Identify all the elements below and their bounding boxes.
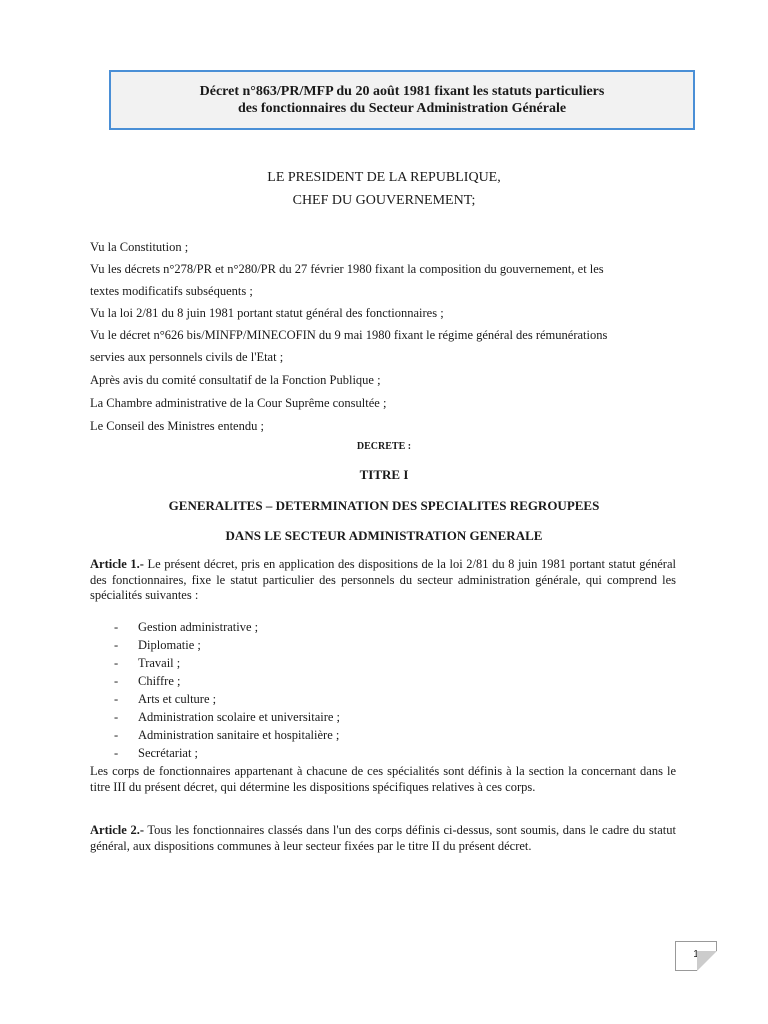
page-number: 1 <box>693 949 699 960</box>
document-title-box <box>109 70 695 130</box>
decrete-heading: DECRETE : <box>356 441 412 452</box>
section-heading-2: DANS LE SECTEUR ADMINISTRATION GENERALE <box>225 528 543 543</box>
list-item: - Travail ; <box>114 656 181 670</box>
president-line-2: CHEF DU GOUVERNEMENT; <box>292 193 476 208</box>
president-line-1: LE PRESIDENT DE LA REPUBLIQUE, <box>267 170 501 185</box>
list-item: - Administration sanitaire et hospitalière ; <box>114 728 340 742</box>
article-1-paragraph <box>90 557 676 604</box>
document-title-line-1: Décret n°863/PR/MFP du 20 août 1981 fixant les statuts particuliers <box>199 84 605 99</box>
list-item: - Chiffre ; <box>114 674 181 688</box>
corps-paragraph: Les corps de fonctionnaires appartenant à chacune de ces spécialités sont définis à la section la concernant dans le titre III du présent décret, qui détermine les dispositions spécifiques relatives à ces corps. <box>90 764 676 794</box>
vu-line-constitution: Vu la Constitution ; <box>90 240 189 254</box>
article-2-text: Tous les fonctionnaires classés dans l'un des corps définis ci-dessus, sont soumis, dans le cadre du statut général, aux dispositions communes à leur secteur fixées par le titre II du présent décret. <box>90 823 676 853</box>
article-1-text: Le présent décret, pris en application des dispositions de la loi 2/81 du 8 juin 1981 portant statut général des fonctionnaires, fixe le statut particulier des personnels du secteur administration générale, qui comprend les spécialités suivantes : <box>90 557 676 602</box>
vu-line-decret-626-cont: servies aux personnels civils de l'Etat ; <box>90 350 284 364</box>
list-item: - Secrétariat ; <box>114 746 199 760</box>
article-1-label: Article 1.- <box>90 557 144 571</box>
document-title-line-2: des fonctionnaires du Secteur Administration Générale <box>237 101 567 116</box>
vu-line-loi: Vu la loi 2/81 du 8 juin 1981 portant statut général des fonctionnaires ; <box>90 306 444 320</box>
list-item: - Administration scolaire et universitaire ; <box>114 710 341 724</box>
section-heading-1: GENERALITES – DETERMINATION DES SPECIALITES REGROUPEES <box>168 498 600 513</box>
page-fold-icon <box>697 951 717 971</box>
vu-line-conseil: Le Conseil des Ministres entendu ; <box>90 419 264 433</box>
specialties-list <box>114 618 340 762</box>
vu-line-decret-626: Vu le décret n°626 bis/MINFP/MINECOFIN du 9 mai 1980 fixant le régime général des rémunérations <box>90 328 608 342</box>
vu-line-comite: Après avis du comité consultatif de la Fonction Publique ; <box>90 373 381 387</box>
page-number-tab <box>675 941 717 971</box>
vu-line-chambre: La Chambre administrative de la Cour Suprême consultée ; <box>90 396 387 410</box>
article-2-label: Article 2.- <box>90 823 144 837</box>
list-item: - Gestion administrative ; <box>114 620 259 634</box>
list-item: - Diplomatie ; <box>114 638 201 652</box>
article-2-paragraph <box>90 823 676 854</box>
vu-line-decrets-cont: textes modificatifs subséquents ; <box>90 284 253 298</box>
titre-heading: TITRE I <box>359 467 409 482</box>
list-item: - Arts et culture ; <box>114 692 217 706</box>
vu-line-decrets: Vu les décrets n°278/PR et n°280/PR du 27 février 1980 fixant la composition du gouvernement, et les <box>90 262 604 276</box>
